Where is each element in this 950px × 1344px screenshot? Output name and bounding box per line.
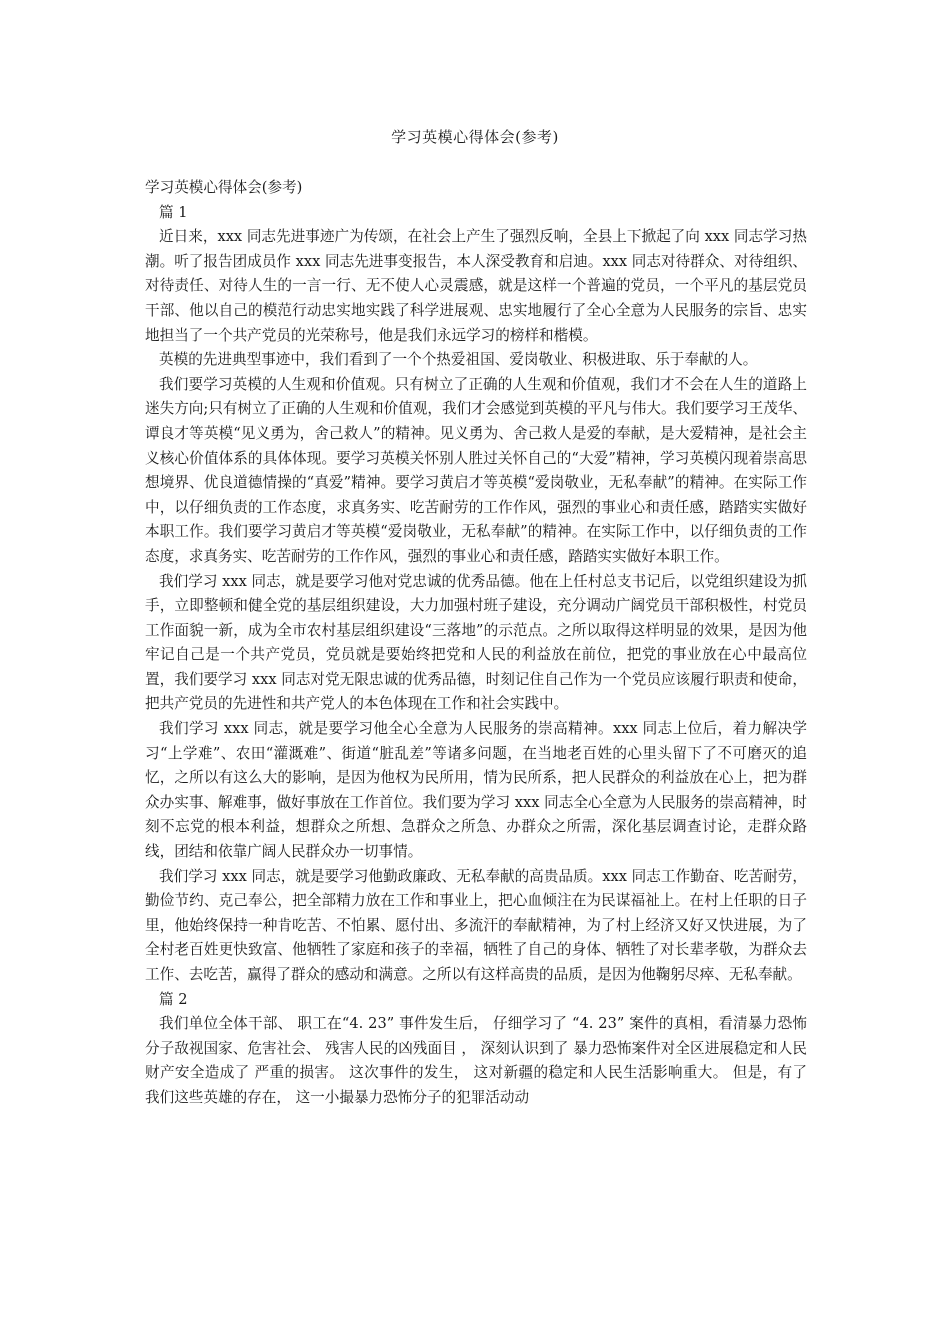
paragraph: 我们学习 xxx 同志，就是要学习他全心全意为人民服务的崇高精神。xxx 同志上位后，着力解决学习“上学难”、农田“灌溉难”、街道“脏乱差”等诸多问题，在当地老百姓的心里头留下了不可磨灭的追忆，之所以有这么大的影响，是因为他权为民所用，情为民所系，把人民群众的利益放在心上，把为群众办实事、解难事，做好事放在工作首位。我们要为学习 xxx 同志全心全意为人民服务的崇高精神，时刻不忘党的根本利益，想群众之所想、急群众之所急、办群众之所需，深化基层调查讨论，走群众路线，团结和依靠广阔人民群众办一切事情。: [145, 720, 807, 861]
paragraph: 我们学习 xxx 同志，就是要学习他对党忠诚的优秀品德。他在上任村总支书记后，以党组织建设为抓手，立即整顿和健全党的基层组织建设，大力加强村班子建设，充分调动广阔党员干部积极性，村党员工作面貌一新，成为全市农村基层组织建设“三落地”的示范点。之所以取得这样明显的效果，是因为他牢记自己是一个共产党员，党员就是要始终把党和人民的利益放在前位，把党的事业放在心中最高位置，我们要学习 xxx 同志对党无限忠诚的优秀品德，时刻记住自己作为一个党员应该履行职责和使命，把共产党员的先进性和共产党人的本色体现在工作和社会实践中。: [145, 572, 807, 713]
section-label: 篇 2: [159, 990, 188, 1008]
document-title: 学习英模心得体会(参考): [391, 128, 559, 146]
section-label: 篇 1: [159, 203, 188, 221]
paragraph: 我们学习 xxx 同志，就是要学习他勤政廉政、无私奉献的高贵品质。xxx 同志工作勤奋、吃苦耐劳，勤俭节约、克己奉公，把全部精力放在工作和事业上，把心血倾注在为民谋福祉上。在村上任职的日子里，他始终保持一种肯吃苦、不怕累、愿付出、多流汗的奉献精神，为了村上经济又好又快进展，为了全村老百姓更快致富、他牺牲了家庭和孩子的幸福，牺牲了自己的身体、牺牲了对长辈孝敬，为群众去工作、去吃苦，赢得了群众的感动和满意。之所以有这样高贵的品质，是因为他鞠躬尽瘁、无私奉献。: [145, 867, 807, 983]
document-body: [145, 176, 807, 1111]
paragraph: 我们要学习英模的人生观和价值观。只有树立了正确的人生观和价值观，我们才不会在人生的道路上迷失方向;只有树立了正确的人生观和价值观，我们才会感觉到英模的平凡与伟大。我们要学习王茂华、谭良才等英模“见义勇为，舍己救人”的精神。见义勇为、舍己救人是爱的奉献，是大爱精神，是社会主义核心价值体系的具体体现。要学习英模关怀别人胜过关怀自己的“大爱”精神，学习英模闪现着崇高思想境界、优良道德情操的“真爱”精神。要学习黄启才等英模“爱岗敬业，无私奉献”的精神。在实际工作中，以仔细负责的工作态度，求真务实、吃苦耐劳的工作作风，强烈的事业心和责任感，踏踏实实做好本职工作。我们要学习黄启才等英模“爱岗敬业，无私奉献”的精神。在实际工作中，以仔细负责的工作态度，求真务实、吃苦耐劳的工作作风，强烈的事业心和责任感，踏踏实实做好本职工作。: [145, 375, 807, 565]
paragraph: 近日来，xxx 同志先进事迹广为传颂，在社会上产生了强烈反响，全县上下掀起了向 xxx 同志学习热潮。听了报告团成员作 xxx 同志先进事变报告，本人深受教育和启迪。xxx 同志对待群众、对待组织、对待责任、对待人生的一言一行、无不使人心灵震感，就是这样一个普遍的党员，一个平凡的基层党员干部、他以自己的模范行动忠实地实践了科学进展观、忠实地履行了全心全意为人民服务的宗旨、忠实地担当了一个共产党员的光荣称号，他是我们永远学习的榜样和楷模。: [145, 228, 807, 344]
document-subtitle: 学习英模心得体会(参考): [145, 179, 303, 196]
paragraph: 英模的先进典型事迹中，我们看到了一个个热爱祖国、爱岗敬业、积极进取、乐于奉献的人。: [159, 351, 758, 369]
paragraph: 我们单位全体干部、 职工在“4. 23” 事件发生后， 仔细学习了 “4. 23” 案件的真相，看清暴力恐怖分子敌视国家、危害社会、 残害人民的凶残面目 ， 深刻认识到了 暴力恐怖案件对全区进展稳定和人民财产安全造成了 严重的损害。 这次事件的发生， 这对新疆的稳定和人民生活影响重大。 但是，有了 我们这些英雄的存在， 这一小撮暴力恐怖分子的犯罪活动动: [145, 1015, 807, 1106]
